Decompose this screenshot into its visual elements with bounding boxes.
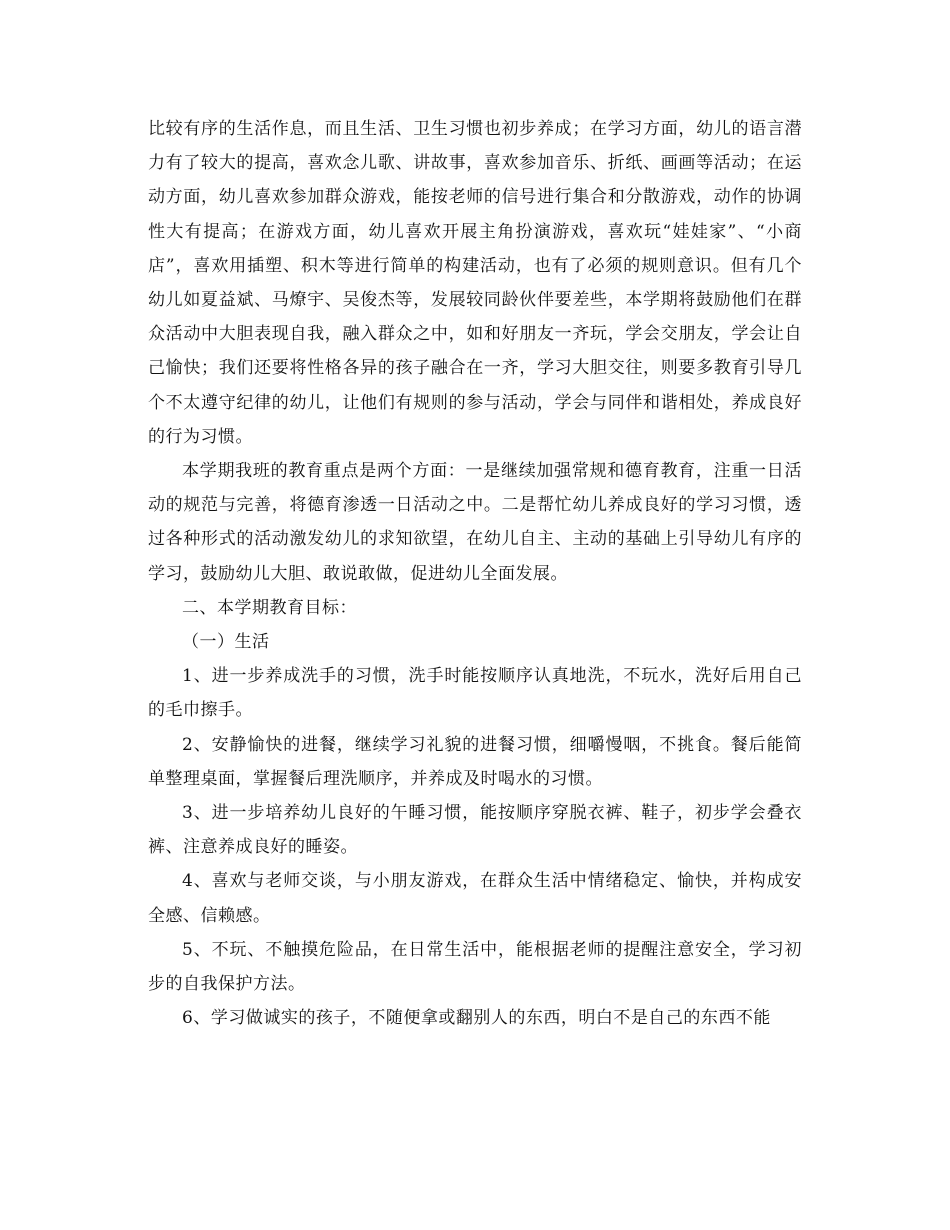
- list-item-goal-3: 3、进一步培养幼儿良好的午睡习惯，能按顺序穿脱衣裤、鞋子，初步学会叠衣裤、注意养成良好的睡姿。: [148, 803, 802, 858]
- section-heading-goals: 二、本学期教育目标：: [182, 597, 357, 618]
- list-item-goal-5: 5、不玩、不触摸危险品，在日常生活中，能根据老师的提醒注意安全，学习初步的自我保护方法。: [148, 939, 802, 995]
- document-page: [148, 112, 802, 1035]
- list-item-goal-6: 6、学习做诚实的孩子，不随便拿或翻别人的东西，明白不是自己的东西不能: [182, 1008, 771, 1029]
- list-item-goal-2: 2、安静愉快的进餐，继续学习礼貌的进餐习惯，细嚼慢咽，不挑食。餐后能简单整理桌面，掌握餐后理洗顺序，并养成及时喝水的习惯。: [148, 734, 802, 789]
- subsection-heading-life: （一）生活: [182, 632, 270, 653]
- paragraph-focus: 本学期我班的教育重点是两个方面：一是继续加强常规和德育教育，注重一日活动的规范与完善，将德育渗透一日活动之中。二是帮忙幼儿养成良好的学习习惯，透过各种形式的活动激发幼儿的求知欲望，在幼儿自主、主动的基础上引导幼儿有序的学习，鼓励幼儿大胆、敢说敢做，促进幼儿全面发展。: [148, 461, 802, 584]
- paragraph-intro: 比较有序的生活作息，而且生活、卫生习惯也初步养成；在学习方面，幼儿的语言潜力有了较大的提高，喜欢念儿歌、讲故事，喜欢参加音乐、折纸、画画等活动；在运动方面，幼儿喜欢参加群众游戏，能按老师的信号进行集合和分散游戏，动作的协调性大有提高；在游戏方面，幼儿喜欢开展主角扮演游戏，喜欢玩“娃娃家”、“小商店”，喜欢用插塑、积木等进行简单的构建活动，也有了必须的规则意识。但有几个幼儿如夏益斌、马燎宇、吴俊杰等，发展较同龄伙伴要差些，本学期将鼓励他们在群众活动中大胆表现自我，融入群众之中，如和好朋友一齐玩，学会交朋友，学会让自己愉快；我们还要将性格各异的孩子融合在一齐，学习大胆交往，则要多教育引导几个不太遵守纪律的幼儿，让他们有规则的参与活动，学会与同伴和谐相处，养成良好的行为习惯。: [148, 119, 802, 447]
- list-item-goal-4: 4、喜欢与老师交谈，与小朋友游戏，在群众生活中情绪稳定、愉快，并构成安全感、信赖感。: [148, 871, 802, 926]
- list-item-goal-1: 1、进一步养成洗手的习惯，洗手时能按顺序认真地洗，不玩水，洗好后用自己的毛巾擦手。: [148, 666, 802, 721]
